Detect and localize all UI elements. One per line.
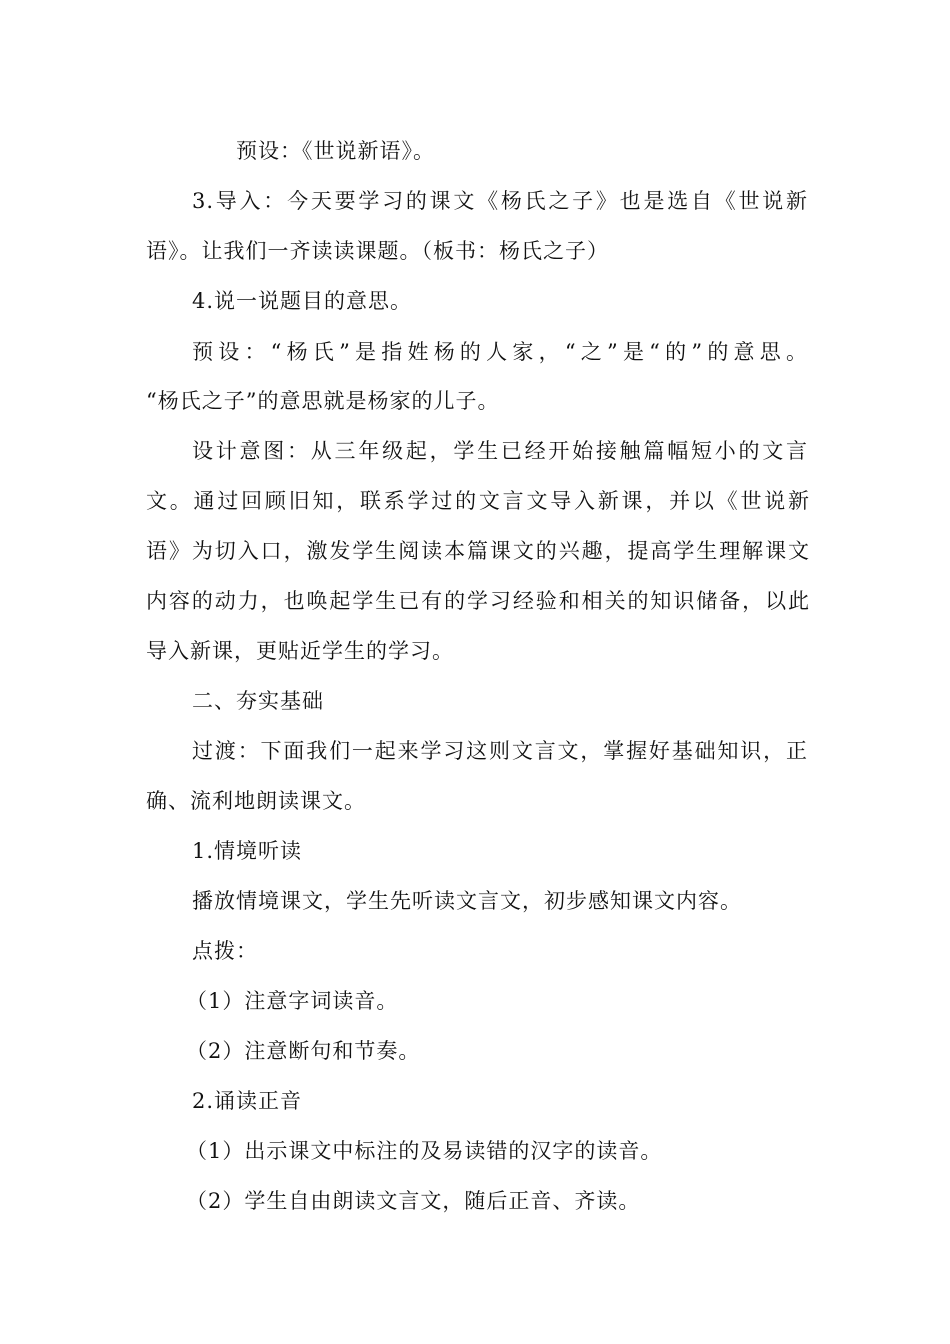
paragraph-line: 设计意图：从三年级起，学生已经开始接触篇幅短小的文言 (192, 439, 808, 463)
subheading: 2.诵读正音 (192, 1089, 303, 1113)
paragraph-line: 预设：“杨氏”是指姓杨的人家，“之”是“的”的意思。 (192, 340, 808, 364)
list-item: （1）注意字词读音。 (186, 989, 399, 1013)
paragraph-line: 过渡：下面我们一起来学习这则文言文，掌握好基础知识，正 (192, 739, 808, 763)
list-item: （2）学生自由朗读文言文，随后正音、齐读。 (186, 1189, 641, 1213)
paragraph-line: 3.导入：今天要学习的课文《杨氏之子》也是选自《世说新 (192, 189, 808, 213)
paragraph-line: 语》为切入口，激发学生阅读本篇课文的兴趣，提高学生理解课文 (146, 539, 810, 563)
paragraph-line: 4.说一说题目的意思。 (192, 289, 413, 313)
section-heading: 二、夯实基础 (192, 689, 324, 713)
paragraph-line: 内容的动力，也唤起学生已有的学习经验和相关的知识储备，以此 (146, 589, 810, 613)
paragraph-line: 语》。让我们一齐读读课题。（板书：杨氏之子） (146, 239, 609, 263)
paragraph-line: 确、流利地朗读课文。 (146, 789, 366, 813)
paragraph-line: 文。通过回顾旧知，联系学过的文言文导入新课，并以《世说新 (146, 489, 810, 513)
list-item: （1）出示课文中标注的及易读错的汉字的读音。 (186, 1139, 663, 1163)
paragraph-line: 点拨： (192, 939, 258, 963)
subheading: 1.情境听读 (192, 839, 303, 863)
paragraph-line: 预设：《世说新语》。 (236, 139, 435, 163)
list-item: （2）注意断句和节奏。 (186, 1039, 421, 1063)
paragraph-line: 播放情境课文，学生先听读文言文，初步感知课文内容。 (192, 889, 742, 913)
paragraph-line: “杨氏之子”的意思就是杨家的儿子。 (146, 389, 500, 413)
paragraph-line: 导入新课，更贴近学生的学习。 (146, 639, 454, 663)
